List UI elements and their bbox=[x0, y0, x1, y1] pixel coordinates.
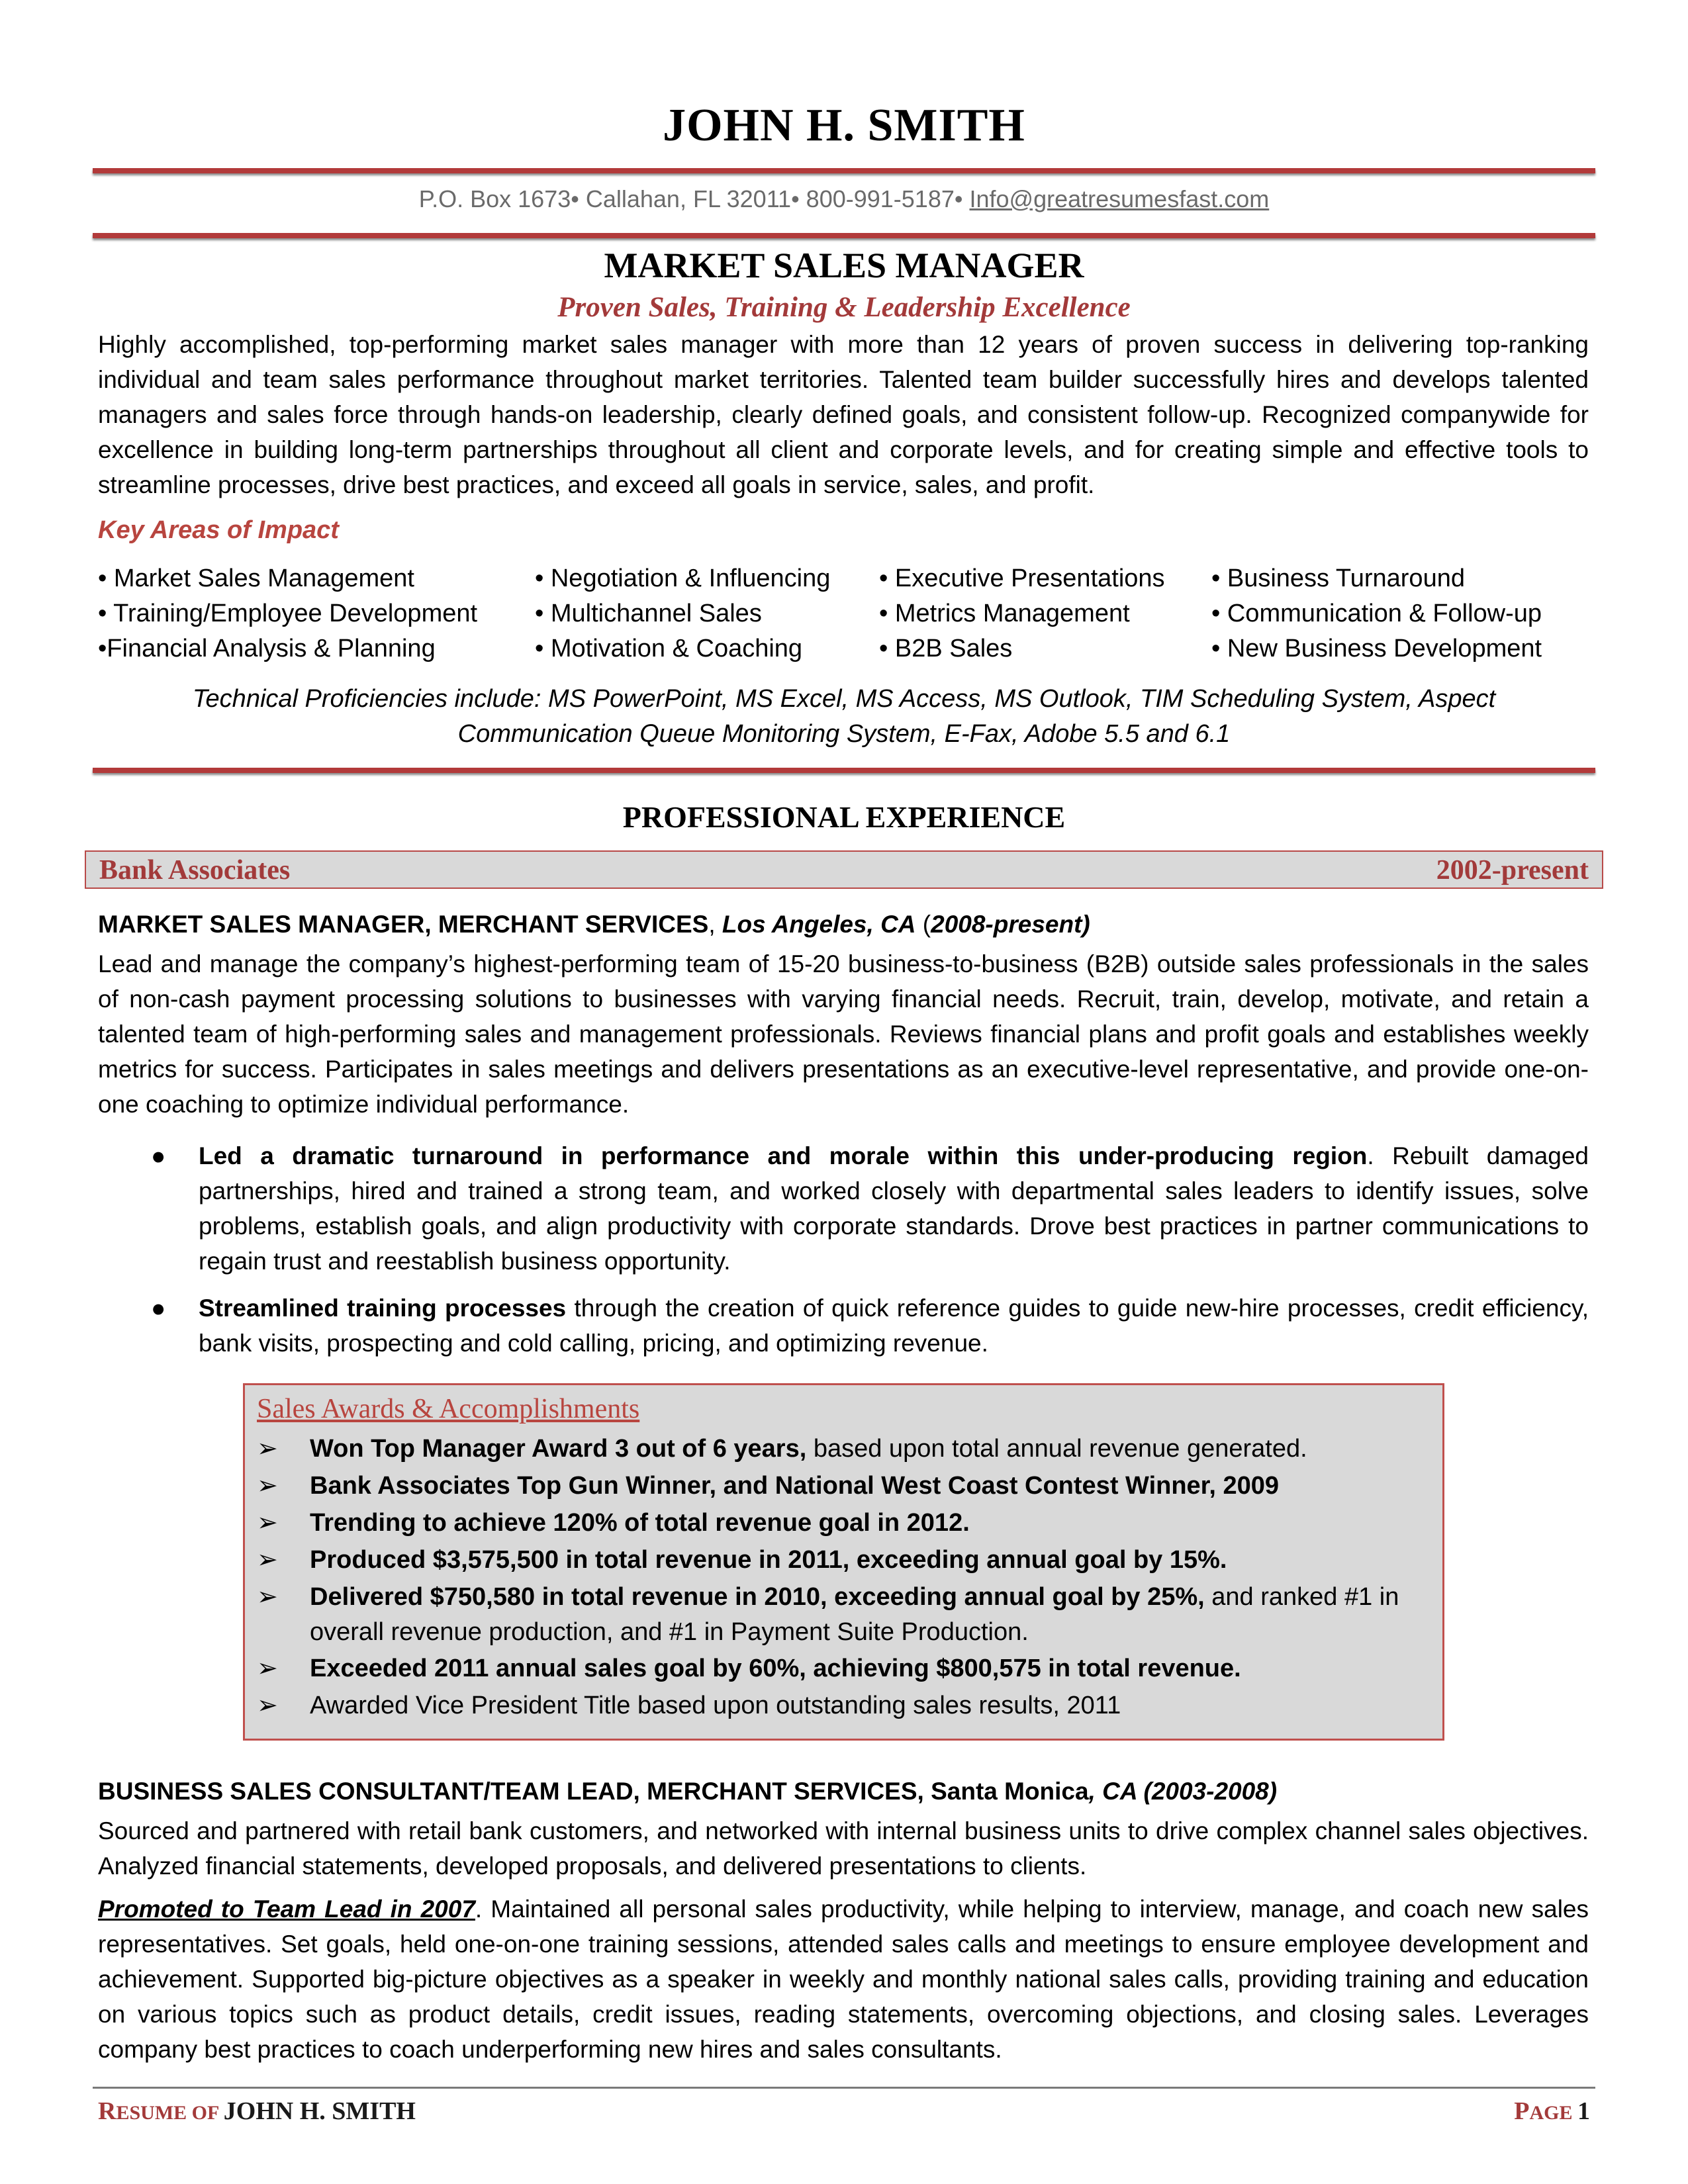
job1-description: Lead and manage the company’s highest-performing team of 15-20 business-to-business (B2B) outside sales professionals in the sales of non-cash payment processing solutions to businesses with varying financial needs. Recruit, train, develop, motivate, and retain a talented team of high-performing sales and management professionals. Reviews financial plans and profit goals and establishes weekly metrics for success. Participates in sales meetings and delivers presentations as an executive-level representative, and provide one-on-one coaching to optimize individual performance. bbox=[98, 950, 1589, 1118]
arrow-bullet-icon: ➢ bbox=[257, 1583, 278, 1611]
job2-description: Sourced and partnered with retail bank customers, and networked with internal business units to drive complex channel sales objectives. Analyzed financial statements, developed proposals, and delivered presentations to clients. bbox=[98, 1817, 1589, 1880]
job1-bullet-text bbox=[199, 1138, 1589, 1279]
job2-location-dates: , CA (2003-2008) bbox=[1088, 1778, 1278, 1805]
job1-bullet-2-bold: Streamlined training processes bbox=[199, 1295, 567, 1322]
job1-title: MARKET SALES MANAGER, MERCHANT SERVICES bbox=[98, 911, 709, 938]
award-bold: Delivered $750,580 in total revenue in 2010, exceeding annual goal by 25%, bbox=[310, 1583, 1205, 1611]
job1-location: Los Angeles, CA bbox=[722, 911, 916, 938]
award-bold: Bank Associates Top Gun Winner, and National West Coast Contest Winner, 2009 bbox=[310, 1472, 1280, 1500]
key-areas-column-4 bbox=[1211, 561, 1542, 666]
key-area-item: • Market Sales Management bbox=[98, 565, 414, 592]
contact-email-link[interactable]: Info@greatresumesfast.com bbox=[969, 185, 1270, 212]
job1-bullet-1-bold: Led a dramatic turnaround in performance and morale within this under-producing region bbox=[199, 1142, 1368, 1169]
footer-name: JOHN H. SMITH bbox=[223, 2097, 416, 2125]
company-dates: 2002-present bbox=[1436, 855, 1589, 886]
job1-dates-open: ( bbox=[915, 911, 931, 938]
contact-address: P.O. Box 1673• Callahan, FL 32011• 800-991-5187• bbox=[418, 185, 963, 212]
key-area-item: • Training/Employee Development bbox=[98, 600, 478, 627]
arrow-bullet-icon: ➢ bbox=[257, 1509, 278, 1537]
job2-promotion-paragraph bbox=[98, 1891, 1589, 2067]
footer-page-number: 1 bbox=[1577, 2097, 1590, 2125]
key-area-item: • Motivation & Coaching bbox=[535, 635, 803, 662]
summary-paragraph: Highly accomplished, top-performing market sales manager with more than 12 years of proven success in delivering top-ranking individual and team sales performance throughout market territories. Talented team builder successfully hires and develops talented managers and sales force through hands-on leadership, clearly defined goals, and consistent follow-up. Recognized companywide for excellence in building long-term partnerships throughout all client and corporate levels, and for creating simple and effective tools to streamline processes, drive best practices, and exceed all goals in service, sales, and profit. bbox=[98, 331, 1589, 498]
key-area-item: • Metrics Management bbox=[879, 600, 1130, 627]
contact-line bbox=[0, 185, 1688, 213]
arrow-bullet-icon: ➢ bbox=[257, 1655, 278, 1682]
key-area-item: • New Business Development bbox=[1211, 635, 1542, 662]
bullet-icon: ● bbox=[151, 1295, 166, 1322]
key-areas-label: Key Areas of Impact bbox=[98, 516, 339, 544]
awards-box bbox=[243, 1383, 1444, 1741]
key-area-item: • Multichannel Sales bbox=[535, 600, 762, 627]
footer-page-initial: P bbox=[1514, 2097, 1530, 2125]
key-area-item: • Negotiation & Influencing bbox=[535, 565, 831, 592]
technical-proficiencies bbox=[0, 682, 1688, 752]
company-band bbox=[85, 850, 1603, 889]
job1-bullet bbox=[99, 1291, 1589, 1361]
header-rule-top bbox=[93, 168, 1595, 173]
award-text: based upon total annual revenue generated. bbox=[806, 1435, 1307, 1463]
footer-resume-initial: R bbox=[98, 2097, 117, 2125]
key-area-item: • B2B Sales bbox=[879, 635, 1013, 662]
awards-title: Sales Awards & Accomplishments bbox=[257, 1394, 640, 1424]
key-area-item: • Business Turnaround bbox=[1211, 565, 1465, 592]
award-text: Awarded Vice President Title based upon outstanding sales results, 2011 bbox=[310, 1692, 1121, 1719]
job1-bullet-2-rest: through the creation of quick reference guides to guide new-hire processes, credit efficiency, bank visits, prospecting and cold calling, pricing, and optimizing revenue. bbox=[199, 1295, 1589, 1357]
job1-dates: 2008-present) bbox=[931, 911, 1090, 938]
award-text: and ranked #1 in overall revenue production, and #1 in Payment Suite Production. bbox=[310, 1583, 1399, 1646]
arrow-bullet-icon: ➢ bbox=[257, 1692, 278, 1719]
footer-resume-of bbox=[98, 2097, 416, 2126]
target-title: MARKET SALES MANAGER bbox=[604, 246, 1084, 285]
technical-line-2: Communication Queue Monitoring System, E-Fax, Adobe 5.5 and 6.1 bbox=[457, 720, 1231, 748]
arrow-bullet-icon: ➢ bbox=[257, 1546, 278, 1574]
arrow-bullet-icon: ➢ bbox=[257, 1435, 278, 1463]
job1-title-separator: , bbox=[708, 911, 722, 938]
section-rule bbox=[93, 768, 1595, 773]
key-areas-column-1 bbox=[98, 561, 477, 666]
job1-bullet-1-rest: . Rebuilt damaged partnerships, hired and trained a strong team, and worked closely with departmental sales leaders to identify issues, solve problems, establish goals, and align productivity with corporate standards. Drove best practices in partner communications to regain trust and reestablish business opportunity. bbox=[199, 1142, 1589, 1275]
award-bold: Trending to achieve 120% of total revenue goal in 2012. bbox=[310, 1509, 970, 1537]
job2-promotion-text: . Maintained all personal sales productivity, while helping to interview, manage, and coach new sales representatives. Set goals, held one-on-one training sessions, attended sales calls and meetings to ensure employee development and achievement. Supported big-picture objectives as a speaker in weekly and monthly national sales calls, providing training and education on various topics such as product details, credit issues, reading statements, overcoming objections, and closing sales. Leverages company best practices to coach underperforming new hires and sales consultants. bbox=[98, 1895, 1589, 2063]
job2-title: BUSINESS SALES CONSULTANT/TEAM LEAD, MERCHANT SERVICES, Santa Monica bbox=[98, 1778, 1089, 1805]
job1-bullet-text bbox=[199, 1291, 1589, 1361]
key-area-item: •Financial Analysis & Planning bbox=[98, 635, 436, 662]
key-areas-column-2 bbox=[535, 561, 830, 666]
candidate-name: JOHN H. SMITH bbox=[663, 100, 1025, 151]
job2-promotion-label: Promoted to Team Lead in 2007 bbox=[98, 1895, 475, 1923]
footer-resume-rest: ESUME OF bbox=[116, 2102, 224, 2124]
company-name: Bank Associates bbox=[99, 855, 291, 886]
target-subtitle: Proven Sales, Training & Leadership Excellence bbox=[557, 292, 1131, 323]
footer-page bbox=[1514, 2097, 1590, 2126]
job1-title-line bbox=[98, 911, 1090, 938]
footer-rule bbox=[93, 2087, 1595, 2089]
key-areas-column-3 bbox=[879, 561, 1165, 666]
arrow-bullet-icon: ➢ bbox=[257, 1472, 278, 1500]
header-rule-bottom bbox=[93, 233, 1595, 238]
technical-line-1: Technical Proficiencies include: MS PowerPoint, MS Excel, MS Access, MS Outlook, TIM Scheduling System, Aspect bbox=[192, 685, 1496, 713]
key-areas-list bbox=[98, 561, 1594, 667]
key-area-item: • Executive Presentations bbox=[879, 565, 1165, 592]
footer-page-rest: AGE bbox=[1529, 2102, 1577, 2124]
award-bold: Produced $3,575,500 in total revenue in 2011, exceeding annual goal by 15%. bbox=[310, 1546, 1227, 1574]
key-area-item: • Communication & Follow-up bbox=[1211, 600, 1542, 627]
job2-title-line bbox=[98, 1778, 1277, 1805]
job1-bullet bbox=[99, 1138, 1589, 1279]
award-bold: Exceeded 2011 annual sales goal by 60%, achieving $800,575 in total revenue. bbox=[310, 1655, 1241, 1682]
bullet-icon: ● bbox=[151, 1142, 166, 1169]
award-bold: Won Top Manager Award 3 out of 6 years, bbox=[310, 1435, 807, 1463]
experience-heading: PROFESSIONAL EXPERIENCE bbox=[622, 800, 1066, 834]
